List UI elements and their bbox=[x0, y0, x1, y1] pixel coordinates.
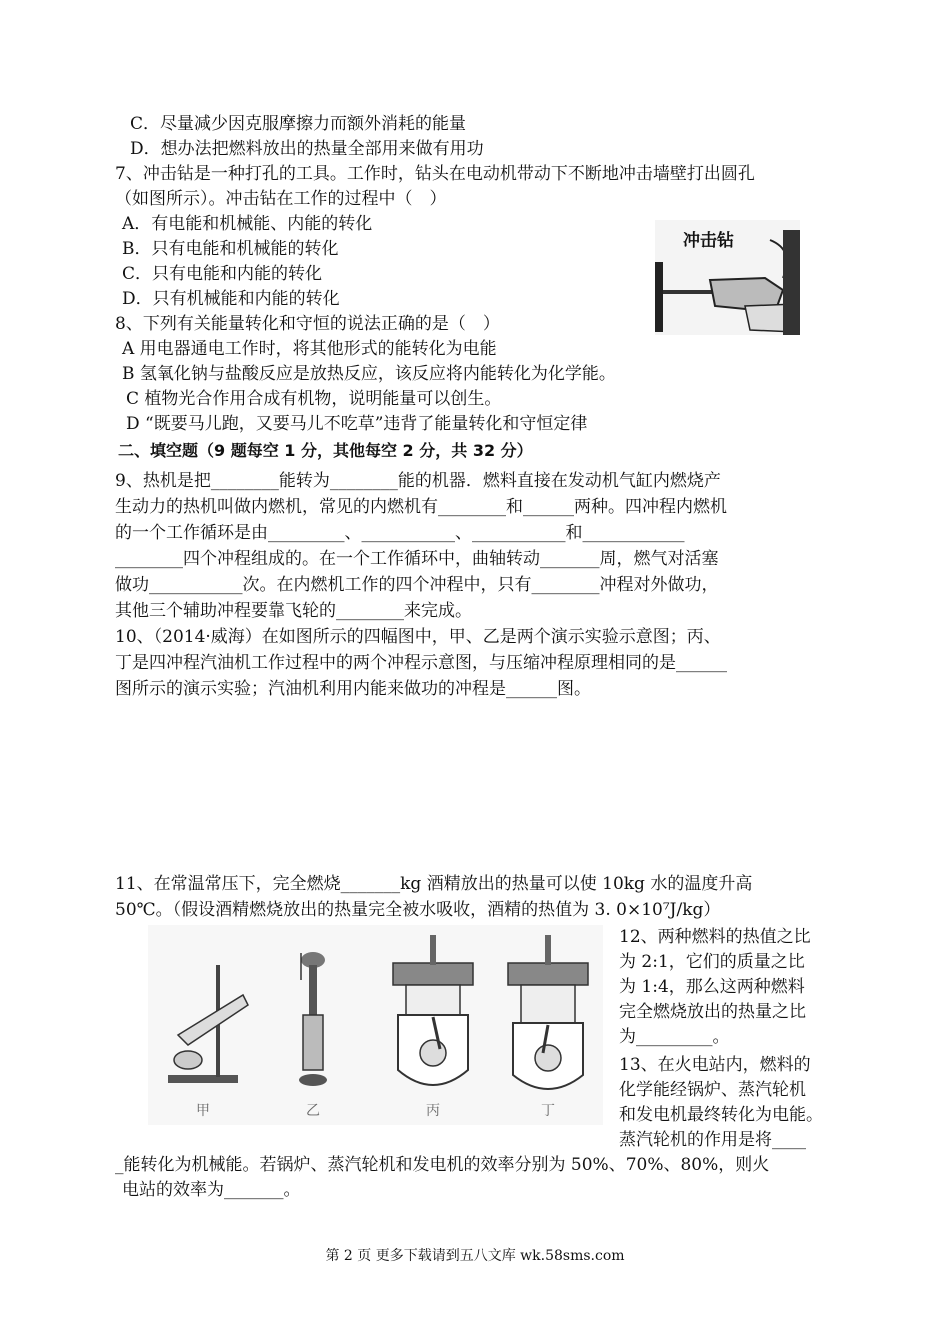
line-option-d: D．想办法把燃料放出的热量全部用来做有用功 bbox=[130, 139, 484, 159]
question-10-l2: 丁是四冲程汽油机工作过程中的两个冲程示意图，与压缩冲程原理相同的是______ bbox=[115, 653, 727, 673]
caption-jia: 甲 bbox=[196, 1103, 210, 1119]
question-10-l3: 图所示的演示实验；汽油机利用内能来做功的冲程是______图。 bbox=[115, 679, 591, 699]
question-13-l2: 化学能经锅炉、蒸汽轮机 bbox=[619, 1080, 806, 1100]
question-13-l3: 和发电机最终转化为电能。 bbox=[619, 1105, 823, 1125]
drill-label: 冲击钻 bbox=[683, 231, 734, 251]
question-11-l1: 11、在常温常压下，完全燃烧_______kg 酒精放出的热量可以使 10kg 水的温度升高 bbox=[115, 874, 753, 894]
question-13-l5: _能转化为机械能。若锅炉、蒸汽轮机和发电机的效率分别为 50%、70%、80%，则火 bbox=[115, 1155, 770, 1175]
question-9-l6: 其他三个辅助冲程要靠飞轮的________来完成。 bbox=[115, 601, 472, 621]
question-12-l3: 为 1:4，那么这两种燃料 bbox=[619, 977, 805, 997]
question-9-l2: 生动力的热机叫做内燃机，常见的内燃机有________和______两种。四冲程内燃机 bbox=[115, 497, 727, 517]
caption-yi: 乙 bbox=[306, 1103, 320, 1119]
section-heading: 二、填空题（9 题每空 1 分，其他每空 2 分，共 32 分） bbox=[118, 441, 533, 460]
page-footer: 第 2 页 更多下载请到五八文库 wk.58sms.com bbox=[325, 1248, 625, 1264]
q8-option-c: C 植物光合作用合成有机物，说明能量可以创生。 bbox=[126, 389, 502, 409]
q7-option-d: D．只有机械能和内能的转化 bbox=[122, 289, 340, 309]
question-7: 7、冲击钻是一种打孔的工具。工作时，钻头在电动机带动下不断地冲击墙壁打出圆孔 bbox=[115, 164, 755, 184]
question-9-l3: 的一个工作循环是由_________、___________、___________和____________ bbox=[115, 523, 685, 543]
q7-option-a: A．有电能和机械能、内能的转化 bbox=[122, 214, 373, 234]
question-9-l5: 做功___________次。在内燃机工作的四个冲程中，只有________冲程对外做功， bbox=[115, 575, 719, 595]
four-experiments-figure bbox=[148, 925, 603, 1125]
impact-drill-figure bbox=[655, 220, 800, 335]
question-8: 8、下列有关能量转化和守恒的说法正确的是（ ） bbox=[115, 314, 500, 334]
question-13-l1: 13、在火电站内，燃料的 bbox=[619, 1055, 811, 1075]
q8-option-b: B 氢氧化钠与盐酸反应是放热反应，该反应将内能转化为化学能。 bbox=[122, 364, 616, 384]
question-7-cont: （如图所示）。冲击钻在工作的过程中（ ） bbox=[115, 189, 447, 209]
question-11-l2: 50℃。（假设酒精燃烧放出的热量完全被水吸收，酒精的热值为 3. 0×10⁷J/kg） bbox=[115, 900, 721, 920]
line-option-c: C．尽量减少因克服摩擦力而额外消耗的能量 bbox=[130, 114, 467, 134]
caption-ding: 丁 bbox=[541, 1103, 555, 1119]
question-12-l4: 完全燃烧放出的热量之比 bbox=[619, 1002, 806, 1022]
question-12-l2: 为 2:1，它们的质量之比 bbox=[619, 952, 805, 972]
q7-option-c: C．只有电能和内能的转化 bbox=[122, 264, 323, 284]
q8-option-d: D “既要马儿跑，又要马儿不吃草”违背了能量转化和守恒定律 bbox=[126, 414, 588, 434]
question-13-l6: 电站的效率为_______。 bbox=[122, 1180, 301, 1200]
q8-option-a: A 用电器通电工作时，将其他形式的能转化为电能 bbox=[122, 339, 497, 359]
caption-bing: 丙 bbox=[426, 1103, 440, 1119]
question-12-l1: 12、两种燃料的热值之比 bbox=[619, 927, 811, 947]
question-13-l4: 蒸汽轮机的作用是将____ bbox=[619, 1130, 806, 1150]
question-10-l1: 10、（2014·威海）在如图所示的四幅图中，甲、乙是两个演示实验示意图；丙、 bbox=[115, 627, 721, 647]
question-9-l1: 9、热机是把________能转为________能的机器．燃料直接在发动机气缸内燃烧产 bbox=[115, 471, 721, 491]
question-9-l4: ________四个冲程组成的。在一个工作循环中，曲轴转动_______周，燃气对活塞 bbox=[115, 549, 719, 569]
q7-option-b: B．只有电能和机械能的转化 bbox=[122, 239, 339, 259]
question-12-l5: 为_________。 bbox=[619, 1027, 730, 1047]
